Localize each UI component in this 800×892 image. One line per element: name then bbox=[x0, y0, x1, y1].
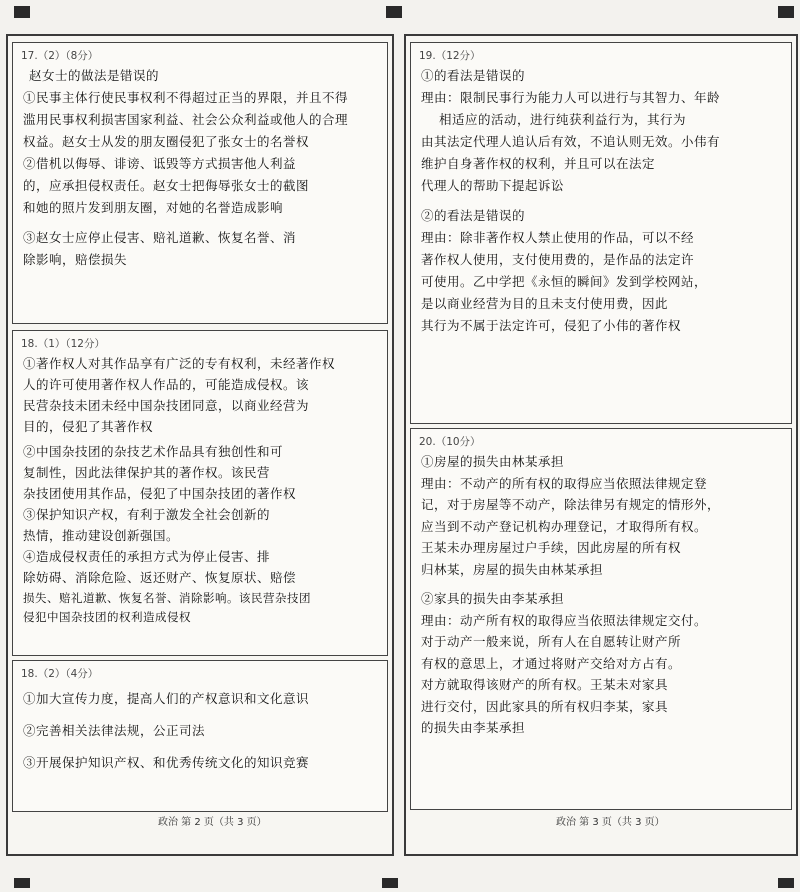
answer-line: 复制性，因此法律保护其的著作权。该民营 bbox=[23, 465, 271, 480]
answer-line: 是以商业经营为目的且未支付使用费，因此 bbox=[421, 296, 669, 311]
answer-line: ①的看法是错误的 bbox=[421, 68, 526, 83]
answer-line: 理由：不动产的所有权的取得应当依照法律规定登 bbox=[421, 475, 708, 491]
answer-line: 除妨碍、消除危险、返还财产、恢复原状、赔偿 bbox=[23, 570, 297, 585]
answer-sheet-page-3 bbox=[404, 34, 798, 856]
answer-line: 和她的照片发到朋友圈，对她的名誉造成影响 bbox=[23, 200, 284, 215]
answer-line: ④造成侵权责任的承担方式为停止侵害、排 bbox=[23, 549, 271, 564]
answer-line: 理由：除非著作权人禁止使用的作品，可以不经 bbox=[421, 230, 695, 245]
answer-box-q19 bbox=[410, 42, 792, 424]
answer-line: 损失、赔礼道歉、恢复名誉、消除影响。该民营杂技团 bbox=[23, 591, 311, 605]
answer-line: 相适应的活动，进行纯获利益行为，其行为 bbox=[439, 112, 687, 127]
answer-line: 应当到不动产登记机构办理登记，才取得所有权。 bbox=[421, 518, 708, 534]
handwritten-answer bbox=[13, 63, 387, 271]
answer-sheet-page-2 bbox=[6, 34, 394, 856]
handwritten-answer bbox=[411, 63, 791, 337]
answer-line: 侵犯中国杂技团的权利造成侵权 bbox=[23, 610, 191, 624]
answer-line: 代理人的帮助下提起诉讼 bbox=[421, 178, 565, 193]
answer-line: 归林某，房屋的损失由林某承担 bbox=[421, 561, 604, 577]
answer-line: 滥用民事权利损害国家利益、社会公众利益或他人的合理 bbox=[23, 112, 349, 127]
question-header: 18.（2）（4分） bbox=[21, 668, 99, 680]
answer-line: 民营杂技未团未经中国杂技团同意，以商业经营为 bbox=[23, 398, 310, 413]
registration-mark bbox=[778, 6, 794, 18]
answer-line: ②的看法是错误的 bbox=[421, 208, 526, 223]
answer-line: 进行交付，因此家具的所有权归李某，家具 bbox=[421, 698, 669, 714]
answer-line: 维护自身著作权的权利，并且可以在法定 bbox=[421, 156, 656, 171]
answer-line: 记，对于房屋等不动产，除法律另有规定的情形外， bbox=[421, 497, 721, 512]
answer-line: 有权的意思上，才通过将财产交给对方占有。 bbox=[421, 655, 682, 671]
answer-line: 可使用。乙中学把《永恒的瞬间》发到学校网站， bbox=[421, 274, 708, 289]
answer-line: 对于动产一般来说，所有人在自愿转让财产所 bbox=[421, 634, 682, 649]
answer-line: 赵女士的做法是错误的 bbox=[29, 68, 160, 83]
answer-line: ①加大宣传力度，提高人们的产权意识和文化意识 bbox=[23, 691, 310, 706]
handwritten-answer bbox=[411, 449, 791, 739]
question-header: 19.（12分） bbox=[419, 50, 481, 62]
answer-line: 目的，侵犯了其著作权 bbox=[23, 419, 154, 434]
answer-line: ③赵女士应停止侵害、赔礼道歉、恢复名誉、消 bbox=[23, 230, 297, 245]
answer-line: 除影响，赔偿损失 bbox=[23, 252, 128, 267]
answer-line: ②家具的损失由李某承担 bbox=[421, 591, 565, 606]
handwritten-answer bbox=[13, 351, 387, 625]
answer-line: ③开展保护知识产权、和优秀传统文化的知识竞赛 bbox=[23, 755, 310, 770]
answer-line: 的，应承担侵权责任。赵女士把侮辱张女士的截图 bbox=[23, 178, 310, 193]
registration-mark bbox=[14, 878, 30, 888]
answer-line: ①著作权人对其作品享有广泛的专有权利，未经著作权 bbox=[23, 356, 336, 371]
answer-line: 理由：动产所有权的取得应当依照法律规定交付。 bbox=[421, 612, 708, 628]
question-header: 20.（10分） bbox=[419, 436, 481, 448]
registration-mark bbox=[14, 6, 30, 18]
registration-mark bbox=[386, 6, 402, 18]
page-footer: 政治 第 2 页（共 3 页） bbox=[158, 817, 267, 828]
answer-line: ②借机以侮辱、诽谤、诋毁等方式损害他人利益 bbox=[23, 156, 297, 171]
answer-line: 人的许可使用著作权人作品的，可能造成侵权。该 bbox=[23, 377, 310, 392]
answer-line: 热情，推动建设创新强国。 bbox=[23, 528, 180, 543]
handwritten-answer bbox=[13, 681, 387, 779]
question-header: 17.（2）（8分） bbox=[21, 50, 99, 62]
answer-box-q18-2 bbox=[12, 660, 388, 812]
registration-mark bbox=[778, 878, 794, 888]
answer-line: ②中国杂技团的杂技艺术作品具有独创性和可 bbox=[23, 444, 284, 459]
answer-box-q20 bbox=[410, 428, 792, 810]
page-footer: 政治 第 3 页（共 3 页） bbox=[556, 817, 665, 828]
answer-line: 对方就取得该财产的所有权。王某未对家具 bbox=[421, 677, 669, 692]
answer-line: 王某未办理房屋过户手续，因此房屋的所有权 bbox=[421, 540, 682, 555]
answer-line: ①房屋的损失由林某承担 bbox=[421, 454, 565, 469]
answer-line: ②完善相关法律法规，公正司法 bbox=[23, 723, 206, 738]
answer-line: 的损失由李某承担 bbox=[421, 720, 526, 735]
answer-line: 由其法定代理人追认后有效，不追认则无效。小伟有 bbox=[421, 134, 721, 149]
answer-box-q18-1 bbox=[12, 330, 388, 656]
answer-line: ③保护知识产权，有利于激发全社会创新的 bbox=[23, 507, 271, 522]
answer-line: 权益。赵女士从发的朋友圈侵犯了张女士的名誉权 bbox=[23, 134, 310, 149]
question-header: 18.（1）（12分） bbox=[21, 338, 105, 350]
answer-box-q17 bbox=[12, 42, 388, 324]
answer-line: 杂技团使用其作品，侵犯了中国杂技团的著作权 bbox=[23, 486, 297, 501]
answer-line: ①民事主体行使民事权利不得超过正当的界限，并且不得 bbox=[23, 90, 349, 105]
registration-mark bbox=[382, 878, 398, 888]
answer-line: 其行为不属于法定许可，侵犯了小伟的著作权 bbox=[421, 318, 682, 333]
answer-line: 理由：限制民事行为能力人可以进行与其智力、年龄 bbox=[421, 90, 721, 105]
answer-line: 著作权人使用，支付使用费的，是作品的法定许 bbox=[421, 252, 695, 267]
